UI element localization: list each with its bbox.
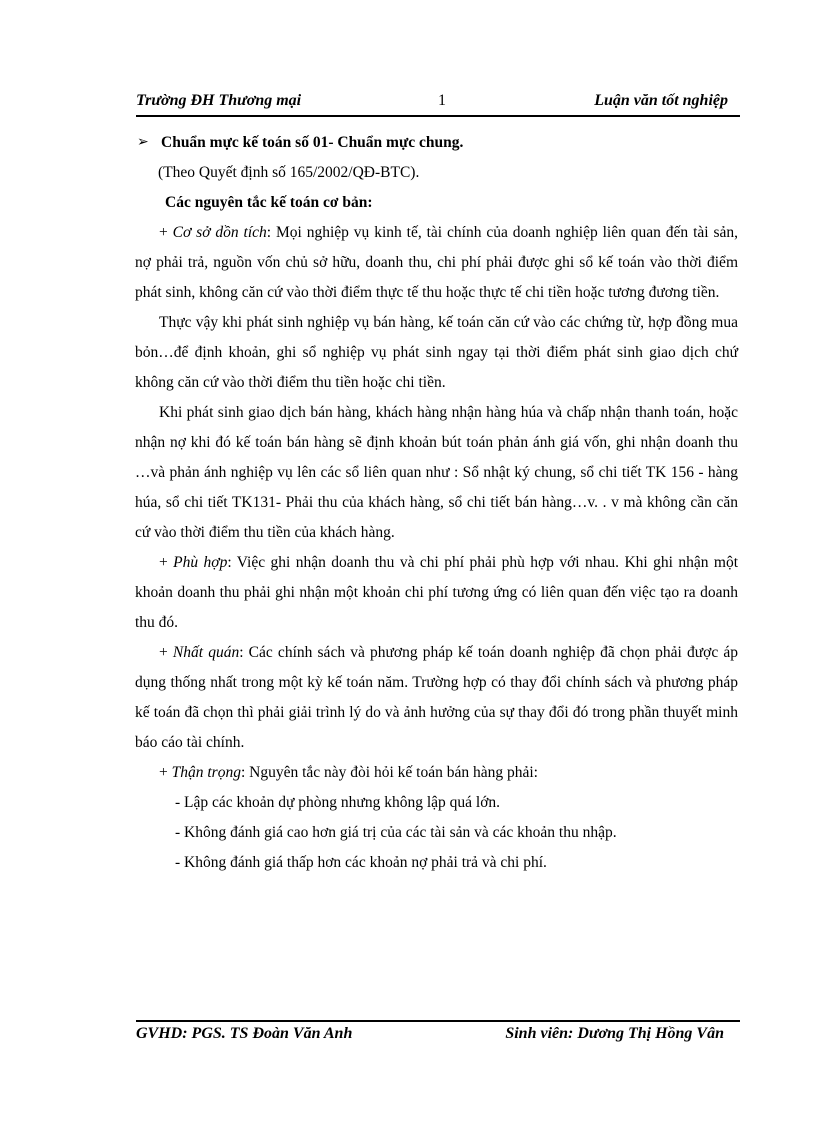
header-rule — [136, 115, 740, 117]
prudence-text: : Nguyên tắc này đòi hỏi kế toán bán hàng phải: — [240, 764, 538, 781]
heading-text: Chuẩn mực kế toán số 01- Chuẩn mực chung. — [161, 134, 464, 151]
decision-reference: (Theo Quyết định số 165/2002/QĐ-BTC). — [158, 164, 420, 181]
consistency-text: : Các chính sách và phương pháp kế toán doanh nghiệp đã chọn phải được áp dụng thống nhất trong một kỳ kế toán năm. Trường hợp có thay đổi chính sách và phương pháp kế toán đã chọn thì phải giải trình lý do và ảnh hưởng của sự thay đổi đó trong phần thuyết minh báo cáo tài chính. — [135, 644, 738, 751]
list-item: - Không đánh giá thấp hơn các khoản nợ phải trả và chi phí. — [175, 854, 547, 871]
accrual-prefix: + — [159, 224, 173, 241]
principles-title: Các nguyên tắc kế toán cơ bản: — [165, 194, 373, 211]
matching-text: : Việc ghi nhận doanh thu và chi phí phải phù hợp với nhau. Khi ghi nhận một khoản doanh thu phải ghi nhận một khoản chi phí tương ứng có liên quan đến việc tạo ra doanh thu đó. — [135, 554, 738, 631]
accrual-text: : Mọi nghiệp vụ kinh tế, tài chính của doanh nghiệp liên quan đến tài sản, nợ phải trả, nguồn vốn chủ sở hữu, doanh thu, chi phí phải được ghi sổ kế toán vào thời điểm phát sinh, không căn cứ vào thời điểm thực tế thu hoặc thực tế chi tiền hoặc tương đương tiền. — [135, 224, 738, 301]
page-header — [136, 92, 740, 114]
footer-rule — [136, 1020, 740, 1022]
school-name: Trường ĐH Thương mại — [136, 92, 302, 109]
supervisor-name: GVHD: PGS. TS Đoàn Văn Anh — [136, 1025, 353, 1042]
section-heading — [135, 128, 738, 158]
matching-paragraph — [135, 548, 738, 638]
page-number: 1 — [438, 92, 446, 109]
list-item: - Không đánh giá cao hơn giá trị của các tài sản và các khoản thu nhập. — [175, 824, 617, 841]
document-body — [135, 128, 738, 878]
accrual-term: Cơ sở dồn tích — [172, 224, 267, 241]
prudence-term: Thận trọng — [171, 764, 241, 781]
matching-term: Phù hợp — [173, 554, 228, 571]
student-name: Sinh viên: Dương Thị Hồng Vân — [505, 1025, 724, 1042]
arrow-bullet-icon: ➢ — [137, 135, 149, 150]
consistency-term: Nhất quán — [172, 644, 240, 661]
transaction-paragraph: Khi phát sinh giao dịch bán hàng, khách hàng nhận hàng húa và chấp nhận thanh toán, hoặc nhận nợ khi đó kế toán bán hàng sẽ định khoản bút toán phản ánh giá vốn, ghi nhận doanh thu …và phản ánh nghiệp vụ lên các sổ liên quan như : Sổ nhật ký chung, sổ chi tiết TK 156 - hàng húa, sổ chi tiết TK131- Phải thu của khách hàng, sổ chi tiết bán hàng…v. . v mà không cần căn cứ vào thời điểm thu tiền của khách hàng. — [135, 404, 738, 541]
prudence-paragraph — [135, 758, 738, 788]
matching-prefix: + — [159, 554, 174, 571]
accrual-paragraph — [135, 218, 738, 308]
page-footer — [136, 1025, 740, 1047]
consistency-paragraph — [135, 638, 738, 758]
sales-paragraph: Thực vậy khi phát sinh nghiệp vụ bán hàng, kế toán căn cứ vào các chứng từ, hợp đồng mua bỏn…để định khoản, ghi sổ nghiệp vụ phát sinh ngay tại thời điểm phát sinh giao dịch chứ không căn cứ vào thời điểm thu tiền hoặc chi tiền. — [135, 314, 738, 391]
prudence-prefix: + — [159, 764, 172, 781]
consistency-prefix: + — [159, 644, 173, 661]
list-item: - Lập các khoản dự phòng nhưng không lập quá lớn. — [175, 794, 501, 811]
document-type: Luận văn tốt nghiệp — [594, 92, 728, 109]
